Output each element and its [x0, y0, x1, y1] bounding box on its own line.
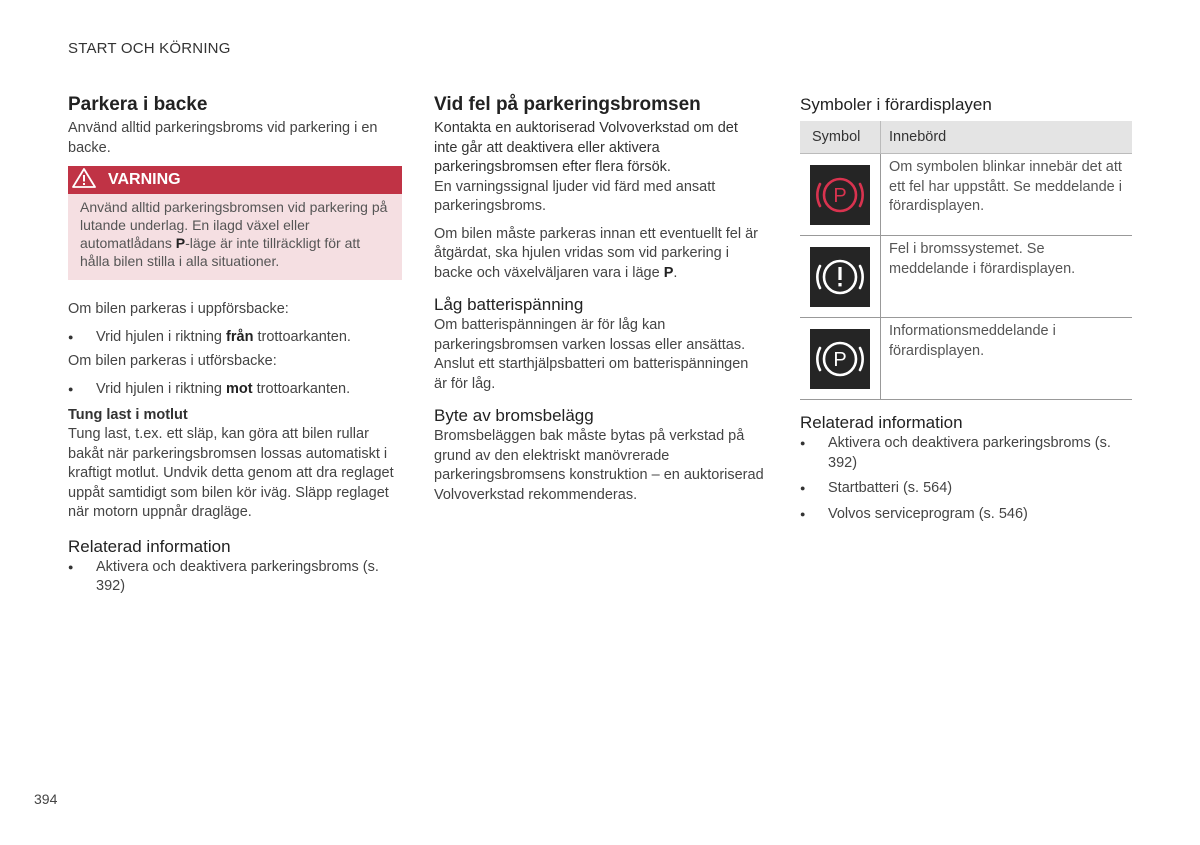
paragraph: Bromsbeläggen bak måste bytas på verkstad på grund av den elektriskt manövrerade parkeringsbromsens konstruktion – en auktoriserad Volvoverkstad rekommenderas. — [434, 428, 764, 503]
list-item-text: trottoarkanten. — [252, 380, 351, 397]
page-number: 394 — [34, 791, 58, 807]
section-title: Vid fel på parkeringsbromsen — [434, 94, 701, 115]
paragraph — [434, 225, 764, 284]
related-list — [68, 558, 402, 597]
symbol-table — [800, 121, 1132, 400]
section-header: START OCH KÖRNING — [68, 40, 231, 57]
table-row — [800, 236, 1132, 318]
paragraph: Om batterispänningen är för låg kan parkeringsbromsen varken lossas eller ansättas. Anslut ett starthjälpsbatteri om batterispänningen är för låg. — [434, 317, 749, 392]
warning-header — [68, 166, 402, 194]
heavy-load-text: Tung last, t.ex. ett släp, kan göra att bilen rullar bakåt när parkeringsbromsen lossas automatiskt i kraftigt motlut. Undvik detta genom att dra reglaget uppåt samtidigt som bilen kör iväg. Släpp reglaget när motorn uppnår dragläge. — [68, 426, 394, 520]
column-parking-on-hill — [68, 93, 402, 597]
related-link[interactable]: ● Startbatteri (s. 564) — [800, 479, 1132, 499]
warning-text-bold: P — [175, 235, 186, 251]
list-item — [68, 328, 402, 348]
related-title: Relaterad information — [68, 536, 231, 556]
warning-box — [68, 166, 402, 280]
brake-system-warning-icon — [810, 247, 870, 307]
meaning-cell: Fel i bromssystemet. Se meddelande i förardisplayen. — [881, 236, 1133, 318]
warning-text-part: Använd alltid parkeringsbromsen vid parkering på lutande underlag. En ilagd växel eller automatlådans — [80, 199, 388, 251]
table-header: Innebörd — [881, 121, 1133, 154]
subsection-title: Låg batterispänning — [434, 295, 584, 314]
related-title: Relaterad information — [800, 413, 963, 432]
table-header: Symbol — [800, 121, 881, 154]
paragraph: En varningssignal ljuder vid färd med ansatt parkeringsbroms. — [434, 178, 716, 214]
related-list — [800, 434, 1132, 524]
symbol-cell — [800, 236, 881, 318]
related-link[interactable]: ● Aktivera och deaktivera parkeringsbroms (s. 392) — [800, 434, 1132, 473]
uphill-text: Om bilen parkeras i uppförsbacke: — [68, 301, 289, 317]
list-item-bold: från — [226, 328, 254, 345]
warning-triangle-icon — [72, 168, 108, 193]
list-item-text: trottoarkanten. — [253, 328, 351, 345]
column-display-symbols — [800, 93, 1132, 524]
list-item-text: Vrid hjulen i riktning — [96, 328, 227, 345]
intro-text: Använd alltid parkeringsbroms vid parkering i en backe. — [68, 120, 378, 156]
paragraph-text: Om bilen måste parkeras innan ett eventuellt fel är åtgärdat, ska hjulen vridas som vid parkering i backe och växelväljaren vara i läge — [434, 225, 758, 281]
paragraph-bold: P — [663, 264, 674, 281]
warning-text — [68, 194, 402, 280]
downhill-text: Om bilen parkeras i utförsbacke: — [68, 353, 277, 369]
warning-text-part: -läge är inte tillräckligt för att hålla bilen stilla i alla situationer. — [80, 235, 361, 269]
parking-brake-red-blinking-icon — [810, 165, 870, 225]
meaning-cell: Informationsmeddelande i förardisplayen. — [881, 318, 1133, 400]
table-row — [800, 154, 1132, 236]
paragraph: Kontakta en auktoriserad Volvoverkstad om det inte går att deaktivera eller aktivera parkeringsbromsen efter flera försök. — [434, 120, 738, 175]
list-item-bold: mot — [226, 380, 253, 397]
list-item-text: Vrid hjulen i riktning — [96, 380, 227, 397]
warning-label: VARNING — [108, 171, 181, 188]
column-parking-brake-fault — [434, 93, 764, 505]
subsection-title: Byte av bromsbelägg — [434, 406, 594, 425]
symbol-cell — [800, 154, 881, 236]
parking-brake-white-icon — [810, 329, 870, 389]
list-item — [68, 380, 402, 400]
meaning-cell: Om symbolen blinkar innebär det att ett fel har uppstått. Se meddelande i förardisplayen. — [881, 154, 1133, 236]
symbol-cell — [800, 318, 881, 400]
section-title: Symboler i förardisplayen — [800, 95, 992, 114]
svg-text:P: P — [833, 348, 847, 371]
table-header-row — [800, 121, 1132, 154]
svg-text:P: P — [833, 184, 847, 207]
related-link[interactable]: ● Volvos serviceprogram (s. 546) — [800, 505, 1132, 525]
uphill-list — [68, 328, 402, 348]
section-title: Parkera i backe — [68, 94, 208, 115]
related-link[interactable]: ● Aktivera och deaktivera parkeringsbroms (s. 392) — [68, 558, 402, 597]
downhill-list — [68, 380, 402, 400]
paragraph-text: . — [673, 264, 678, 281]
subsection-title: Tung last i motlut — [68, 407, 188, 423]
table-row — [800, 318, 1132, 400]
